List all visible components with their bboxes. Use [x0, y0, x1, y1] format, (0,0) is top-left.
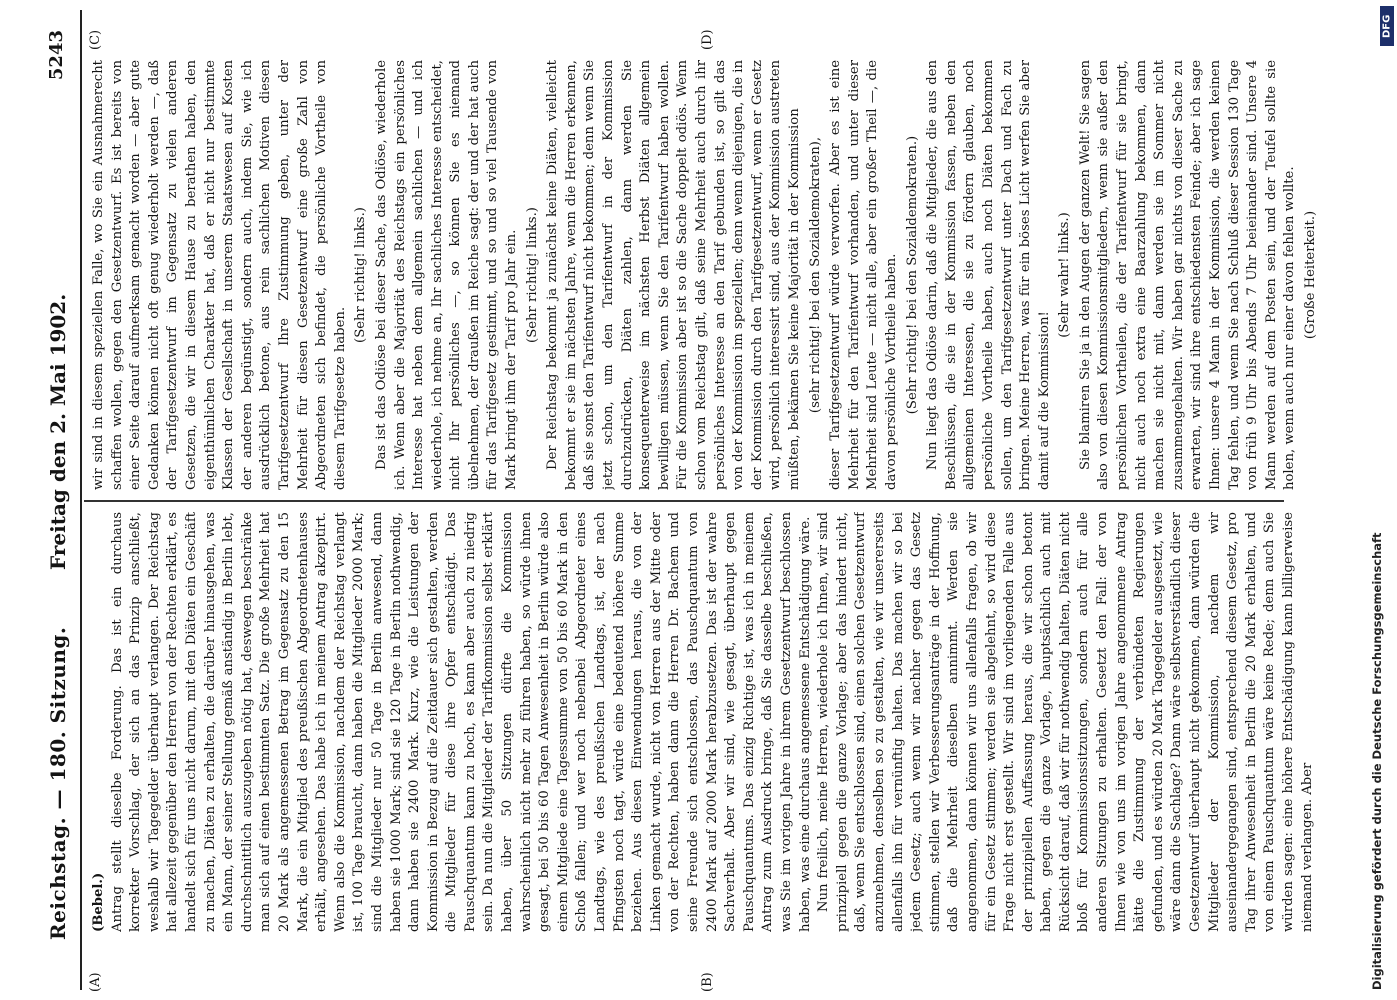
column-divider [84, 500, 1284, 502]
digitization-credit: Digitalisierung gefördert durch die Deutsche Forschungsgemeinschaft [1370, 532, 1384, 990]
right-paragraph: Nun liegt das Odiöse darin, daß die Mitglieder, die aus den Beschlüssen, die sie in der Kommission fassen, neben den allgemeinen Interessen, die sie zu fördern glauben, noch persönliche Vortheile haben, auch noch Diäten bekommen sollen, um den Tarifgesetzentwurf unter Dach und Fach zu bringen. Meine Herren, was für ein böses Licht werfen Sie aber damit auf die Kommission! [925, 60, 1052, 490]
page-number: 5243 [46, 30, 67, 81]
right-paragraph: wir sind in diesem speziellen Falle, wo Sie ein Ausnahmerecht schaffen wollen, gegen den Gesetzentwurf. Es ist bereits von einer Seite darauf aufmerksam gemacht worden — aber gute Gedanken können nicht oft genug wiederholt werden —, daß der Tarifgesetzentwurf im Gegensatz zu vielen anderen Gesetzen, die wir in diesem Hause zu berathen haben, den eigenthümlichen Charakter hat, daß er nicht nur bestimmte Klassen der Gesellschaft in unserem Staatswesen auf Kosten der anderen begünstigt, sondern auch, indem Sie, wie ich ausdrücklich betone, aus rein sachlichen Motiven diesen Tarifgesetzentwurf Ihre Zustimmung geben, unter der Mehrheit für diesen Gesetzentwurf eine große Zahl von Abgeordneten sich befindet, die persönliche Vortheile von diesem Tarifgesetze haben. [91, 60, 348, 490]
right-paragraph: dieser Tarifgesetzentwurf würde verworfen. Aber es ist eine Mehrheit für den Tarifentwurf vorhanden, und unter dieser Mehrheit sind Leute — nicht alle, aber ein großer Theil —, die davon persönliche Vortheile haben. [828, 60, 899, 490]
margin-marker-a: (A) [88, 972, 103, 992]
header-rule [80, 10, 82, 990]
right-column [90, 60, 1320, 490]
header-date: Freitag den 2. Mai 1902. [46, 293, 70, 570]
margin-marker-b: (B) [700, 972, 715, 992]
rotated-page [40, 0, 1340, 1000]
dfg-logo [1380, 6, 1394, 46]
interjection: (Sehr wahr! links.) [1057, 212, 1073, 338]
interjection: (Sehr richtig! bei den Sozialdemokraten.) [904, 135, 920, 415]
interjection: (Sehr richtig! links.) [353, 207, 369, 343]
left-paragraph: Nun freilich, meine Herren, wiederhole ich Ihnen, wir sind prinzipiell gegen die ganze Vorlage; aber das hindert nicht, daß, wenn Sie entschlossen sind, einen solchen Gesetzentwurf anzunehmen, denselben so zu gestalten, wie wir unsererseits allenfalls ihn für vernünftig halten. Das machen wir so bei jedem Gesetz; auch wenn wir nachher gegen das Gesetz stimmen, stellen wir Verbesserungsanträge in der Hoffnung, daß die Mehrheit dieselben annimmt. Werden sie angenommen, dann können wir uns allenfalls fragen, ob wir für ein Gesetz stimmen; werden sie abgelehnt, so wird diese Frage nicht erst gestellt. Wir sind im vorliegenden Falle aus der prinzipiellen Auffassung heraus, die wir schon betont haben, gegen die ganze Vorlage, hauptsächlich auch mit Rücksicht darauf, daß wir für nothwendig halten, Diäten nicht bloß für Kommissionssitzungen, sondern auch für alle anderen Sitzungen zu erhalten. Gesetzt den Fall: der von Ihnen wie von uns im vorigen Jahre angenommene Antrag hätte die Zustimmung der verbündeten Regierungen gefunden, und es würden 20 Mark Tagegelder ausgesetzt, wie wäre dann die Sachlage? Dann wäre selbstverständlich dieser Gesetzentwurf überhaupt nicht gekommen, dann würden die Mitglieder der Kommission, nachdem wir auseinandergegangen sind, entsprechend diesem Gesetz, pro Tag ihrer Anwesenheit in Berlin die 20 Mark erhalten, und von einem Pauschquantum wäre keine Rede; denn auch Sie würden sagen: eine höhere Entschädigung kann billigerweise niemand verlangen. Aber [816, 512, 1315, 932]
interjection: (Sehr richtig! links.) [524, 207, 540, 343]
left-column [90, 512, 1320, 932]
right-paragraph: Der Reichstag bekommt ja zunächst keine Diäten, vielleicht bekommt er sie im nächsten Jahre, wenn die Herren erkennen, daß sie sonst den Tarifentwurf nicht bekommen; denn wenn Sie jetzt schon, um den Tarifentwurf in der Kommission durchzudrücken, Diäten zahlen, dann werden Sie konsequenterweise im nächsten Herbst Diäten allgemein bewilligen müssen, wenn Sie den Tarifentwurf haben wollen. Für die Kommission aber ist so die Sache doppelt odiös. Wenn schon vom Reichstag gilt, daß seine Mehrheit auch durch ihr persönliches Interesse an den Tarif gebunden ist, so gilt das von der Kommission im speziellen; denn wenn diejenigen, die in der Kommission durch den Tarifgesetzentwurf, wenn er Gesetz wird, persönlich interessirt sind, aus der Kommission austreten müßten, bekämen Sie keine Majorität in der Kommission [545, 60, 802, 490]
speaker-name: (Bebel.) [91, 872, 106, 932]
margin-marker-c: (C) [88, 29, 103, 50]
margin-marker-d: (D) [700, 29, 715, 50]
page-header [40, 0, 76, 1000]
left-paragraph: Antrag stellt dieselbe Forderung. Das ist ein durchaus korrekter Vorschlag, der sich an das Prinzip anschließt, weshalb wir Tagegelder überhaupt verlangen. Der Reichstag hat allezeit gegenüber den Herren von der Rechten erklärt, es handelt sich für uns nicht darum, mit den Diäten ein Geschäft zu machen, Diäten zu erhalten, die darüber hinausgehen, was ein Mann, der seiner Stellung gemäß anständig in Berlin lebt, durchschnittlich auszugeben nötig hat, deswegen beschränke man sich auf einen bestimmten Satz. Die große Mehrheit hat 20 Mark als angemessenen Betrag im Gegensatz zu den 15 Mark, die ein Mitglied des preußischen Abgeordnetenhauses erhält, angesehen. Das habe ich in meinem Antrag akzeptirt. Wenn also die Kommission, nachdem der Reichstag verlangt ist, 100 Tage braucht, dann haben die Mitglieder 2000 Mark; sind die Mitglieder nur 50 Tage in Berlin anwesend, dann haben sie 1000 Mark; sind sie 120 Tage in Berlin nothwendig, dann haben sie 2400 Mark. Kurz, wie die Leistungen der Kommission in Bezug auf die Zeitdauer sich gestalten, werden die Mitglieder für diese ihre Opfer entschädigt. Das Pauschquantum kann zu hoch, es kann aber auch zu niedrig sein. Da nun die Mitglieder der Tarifkommission selbst erklärt haben, über 50 Sitzungen dürfte die Kommission wahrscheinlich nicht mehr zu führen haben, so würde ihnen gesagt, bei 50 bis 60 Tagen Anwesenheit in Berlin würde also einem Mitgliede eine Tagessumme von 50 bis 60 Mark in den Schoß fallen; und wer noch nebenbei Abgeordneter eines Landtags, wie des preußischen Landtags, ist, der nach Pfingsten noch tagt, würde eine bedeutend höhere Summe beziehen. Aus diesen Einwendungen heraus, die von der Linken gemacht wurde, nicht von Herren aus der Mitte oder von der Rechten, haben dann die Herren Dr. Bachem und seine Freunde sich entschlossen, das Pauschquantum von 2400 Mark auf 2000 Mark herabzusetzen. Das ist der wahre Sachverhalt. Aber wir sind, wie gesagt, überhaupt gegen Pauschquantums. Das einzig Richtige ist, was ich in meinem Antrag zum Ausdruck bringe, daß Sie dasselbe beschließen, was Sie im vorigen Jahre in ihrem Gesetzentwurf beschlossen haben, was eine durchaus angemessene Entschädigung wäre. [109, 512, 813, 932]
header-session: Reichstag. — 180. Sitzung. [46, 626, 70, 940]
right-paragraph: Sie blamiren Sie ja in den Augen der ganzen Welt! Sie sagen also von diesen Kommissionsmitgliedern, wenn sie außer den persönlichen Vortheilen, die der Tarifentwurf für sie bringt, nicht auch noch extra eine Baarzahlung bekommen, dann machen sie nicht mit, dann werden sie im Sommer nicht zusammengehalten. Wir haben gar nichts von dieser Sache zu erwarten, wir sind ihre entschiedensten Feinde; aber ich sage Ihnen: unsere 4 Mann in der Kommission, die werden keinen Tag fehlen, und wenn Sie nach Schluß dieser Session 130 Tage von früh 9 Uhr bis Abends 7 Uhr beieinander sind. Unsere 4 Mann werden auf dem Posten sein, und der Teufel sollte sie holen, wenn auch nur einer davon fehlen wollte. [1077, 60, 1298, 490]
right-paragraph: Das ist das Odiöse bei dieser Sache, das Odiöse, wiederhole ich. Wenn aber die Majorität des Reichstags ein persönliches Interesse hat neben dem allgemein sachlichen — und ich wiederhole, ich nehme an, Ihr sachliches Interesse entscheidet, nicht Ihr persönliches —, so können Sie es niemand übelnehmen, der draußen im Reiche sagt: der und der hat auch für das Tarifgesetz gestimmt, und so und so viel Tausende von Mark bringt ihm der Tarif pro Jahr ein. [373, 60, 520, 490]
interjection: (sehr richtig! bei den Sozialdemokraten), [807, 136, 823, 414]
dfg-logo-text: DFG [1381, 14, 1393, 38]
interjection: (Große Heiterkeit.) [1303, 210, 1318, 340]
